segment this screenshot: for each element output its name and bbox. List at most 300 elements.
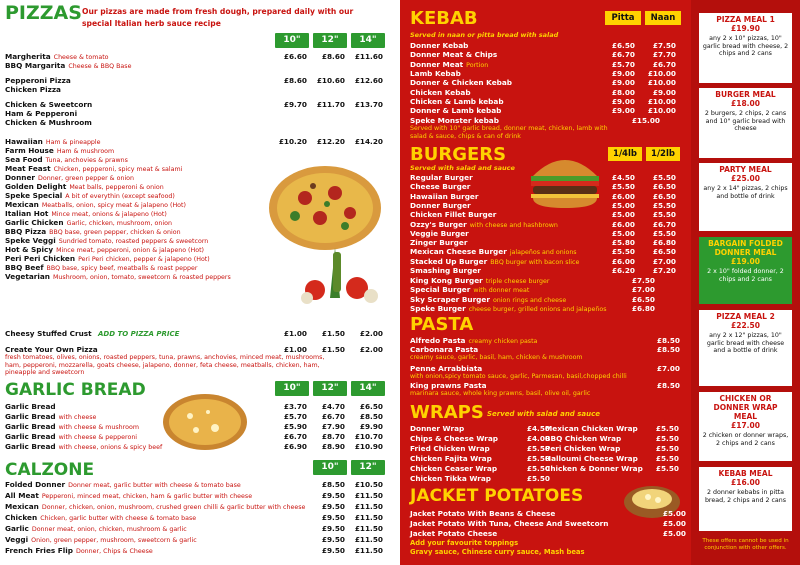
pizza-desc: A bit of everythin (except seafood) [65,193,175,200]
burger-name: Cheese Burger [410,182,471,192]
pasta-row [410,364,685,373]
pizza-price: £9.70 [283,100,307,109]
meal-deal-card [699,163,792,231]
meal-deal-title: BURGER MEAL [715,90,776,99]
garlic-bread-price: £8.90 [321,442,345,451]
pizza-price: £14.20 [354,137,383,146]
jacket-row [410,509,688,518]
garlic-bread-price: £6.90 [283,442,307,451]
garlic-bread-name: Garlic Bread [5,422,56,431]
calzone-name: Folded Donner [5,480,66,489]
pasta-name: Alfredo Pasta [410,336,466,345]
kebab-price: £9.00 [611,96,635,106]
create-own-pizza-price-12: £1.50 [321,345,345,354]
burger-price: £6.50 [652,182,676,192]
kebab-price: £6.70 [652,59,676,69]
burger-price: £6.00 [611,256,635,266]
pizza-name: Ham & Pepperoni [5,109,78,118]
burger-price: £6.00 [611,191,635,201]
burger-price: £5.50 [611,247,635,257]
calzone-price: £9.50 [321,513,345,522]
burger-row [410,238,685,247]
burger-price: £6.50 [652,247,676,257]
calzone-desc: Donner meat, garlic butter with cheese & tomato base [68,482,241,489]
wrap-row [410,444,550,453]
pizza-desc: Meat balls, pepperoni & onion [69,184,164,191]
pizza-row [5,85,395,94]
pizza-desc: BBQ base, green pepper, chicken & onion [49,229,181,236]
pizza-name: Speke Special [5,191,63,200]
burger-row [410,247,685,256]
meal-deal-card [699,237,792,304]
burger-price: £7.00 [652,256,676,266]
burger-single-price: £6.80 [631,303,655,313]
wrap-price: £4.50 [526,424,550,433]
calzone-row [5,524,395,533]
garlic-size-12: 12" [313,381,347,396]
jacket-row [410,519,688,528]
pizza-desc: Cheese & BBQ Base [68,63,132,70]
calzone-row [5,491,395,500]
burger-price: £5.00 [611,200,635,210]
wrap-row [545,424,680,433]
burger-single-row [410,285,685,294]
pizza-price: £10.20 [278,137,307,146]
calzone-price: £10.50 [354,480,383,489]
garlic-bread-price: £9.90 [359,422,383,431]
burger-single-name: King Kong Burger [410,276,483,285]
calzone-name: Veggi [5,535,29,544]
garlic-size-14: 14" [351,381,385,396]
wrap-price: £5.50 [655,434,679,443]
wrap-price: £5.50 [526,464,550,473]
pasta-heading: PASTA [410,314,474,335]
pizza-desc: Meatballs, onion, spicy meat & jalapeno (Hot) [41,202,186,209]
garlic-bread-desc: with cheese & mushroom [58,424,139,431]
garlic-bread-price: £5.90 [283,422,307,431]
wrap-row [545,434,680,443]
jacket-name: Jacket Potato With Beans & Cheese [410,509,556,518]
meal-deal-desc: any 2 x 12" pizzas, 10" garlic bread with cheese and a bottle of drink [706,332,785,355]
jacket-price: £5.00 [662,529,686,538]
wrap-price: £5.50 [526,454,550,463]
meal-deal-title: KEBAB MEAL [718,469,773,478]
create-own-pizza-name: Create Your Own Pizza [5,345,98,354]
burger-price: £6.50 [652,191,676,201]
meal-deal-card [699,467,792,531]
kebab-name: Donner Kebab [410,41,469,50]
kebab-price: £6.50 [611,41,635,50]
burger-single-row [410,295,685,304]
burger-name: Stacked Up Burger [410,256,488,266]
burger-row [410,173,685,182]
burger-price: £5.50 [652,210,676,220]
stuffed-crust-desc: ADD TO PIZZA PRICE [97,330,180,338]
garlic-bread-name: Garlic Bread [5,412,56,421]
pizza-name: Italian Hot [5,209,49,218]
meal-deal-card [699,392,792,461]
pizza-row [5,100,395,109]
stuffed-crust-price-14: £2.00 [359,329,383,338]
meal-deal-desc: 2 burgers, 2 chips, 2 cans and 10" garlic bread with cheese [704,110,787,133]
burger-name: Chicken Fillet Burger [410,210,497,220]
meal-deal-desc: 2 donner kebabs in pitta bread, 2 chips and 2 cans [704,489,787,504]
kebab-price: £8.00 [611,87,635,97]
pizza-name: Chicken & Mushroom [5,118,92,127]
calzone-price: £9.50 [321,546,345,555]
wrap-row [545,444,680,453]
pizza-desc: Mince meat, onions & jalapeno (Hot) [51,211,167,218]
calzone-desc: Chicken, garlic butter with cheese & tomato base [40,515,197,522]
meal-deal-title: BARGAIN FOLDED DONNER MEAL [708,239,783,257]
pizza-name: BBQ Beef [5,263,44,272]
wrap-name: Chicken Ceaser Wrap [410,464,498,473]
calzone-name: All Meat [5,491,39,500]
burger-col-quarter: 1/4lb [608,147,642,161]
kebab-name: Chicken Kebab [410,87,471,97]
kebab-name: Lamb Kebab [410,68,461,78]
calzone-name: French Fries Flip [5,546,73,555]
burger-name: Hawaiian Burger [410,191,479,201]
wrap-price: £5.50 [655,444,679,453]
garlic-bread-desc: with cheese & pepperoni [58,434,138,441]
pizza-desc: Donner, green pepper & onion [38,175,135,182]
pizza-price: £8.60 [321,52,345,61]
burger-single-desc: onion rings and cheese [492,296,567,304]
garlic-bread-price: £5.70 [283,412,307,421]
kebab-price: £9.00 [611,68,635,78]
calzone-desc: Pepperoni, minced meat, chicken, ham & garlic butter with cheese [41,493,253,500]
kebab-price: £10.00 [647,78,676,88]
calzone-price: £8.50 [321,480,345,489]
burger-name: Mexican Cheese Burger [410,247,507,257]
burgers-tagline: Served with salad and sauce [410,164,515,172]
calzone-price: £11.50 [354,502,383,511]
pizza-price: £11.70 [316,100,345,109]
wrap-name: Donner Wrap [410,424,465,433]
wrap-name: Mexican Chicken Wrap [545,424,638,433]
pizza-price: £13.70 [354,100,383,109]
burger-row [410,229,685,238]
calzone-price: £11.50 [354,535,383,544]
calzone-name: Chicken [5,513,38,522]
create-own-pizza-row [5,345,395,354]
garlic-bread-desc: with cheese, onions & spicy beef [58,444,163,451]
kebab-name: Chicken & Lamb kebab [410,96,504,106]
kebab-row [410,88,685,97]
calzone-name: Mexican [5,502,39,511]
jacket-price: £5.00 [662,509,686,518]
pizza-desc: Chicken, pepperoni, spicy meat & salami [53,166,183,173]
garlic-bread-price: £10.70 [354,432,383,441]
pasta-name: King prawns Pasta [410,381,487,390]
pizza-name: Golden Delight [5,182,67,191]
pizza-price: £8.60 [283,76,307,85]
create-own-pizza-toppings: fresh tomatoes, olives, onions, roasted peppers, tuna, prawns, anchovies, minced meat, mushrooms, ham, pepperoni, mozzarella, goats cheese, jalapeno, donner, feta cheese, meatballs, chicken, ham, pineapple and sweetcorn [5,354,325,376]
calzone-price: £11.50 [354,513,383,522]
pizza-desc: BBQ base, spicy beef, meatballs & roast pepper [46,265,198,272]
meal-deal-title: PIZZA MEAL 2 [716,312,775,321]
wrap-name: Fried Chicken Wrap [410,444,490,453]
meal-deal-price: £22.50 [731,321,760,330]
wrap-price: £5.50 [526,474,550,483]
garlic-bread-name: Garlic Bread [5,432,56,441]
pasta-sub-desc: marinara sauce, whole king prawns, basil, olive oil, garlic [410,390,591,397]
wrap-name: Chips & Cheese Wrap [410,434,499,443]
burger-single-row [410,276,685,285]
garlic-bread-price: £7.90 [321,422,345,431]
burger-price: £6.80 [652,238,676,248]
burger-name: Zinger Burger [410,238,468,248]
jacket-toppings-label: Add your favourite toppings [410,539,519,547]
kebab-price: £5.70 [611,59,635,69]
pizza-name: Donner [5,173,36,182]
meal-deal-price: £25.00 [731,174,760,183]
garlic-size-10: 10" [275,381,309,396]
meal-deal-desc: any 2 x 10" pizzas, 10" garlic bread with cheese, 2 chips and 2 cans [702,35,789,58]
middle-menu-panel [400,0,691,565]
pasta-sub-desc: creamy sauce, garlic, basil, ham, chicken & mushroom [410,354,583,361]
burger-price: £5.50 [652,200,676,210]
wrap-name: Halloumi Cheese Wrap [545,454,638,463]
wraps-heading: WRAPS [410,402,484,423]
garlic-bread-price: £4.70 [321,402,345,411]
pasta-name: Carbonara Pasta [410,345,479,354]
burger-name: Regular Burger [410,173,473,182]
wrap-row [410,454,550,463]
garlic-bread-price: £6.70 [283,432,307,441]
pizza-row [5,61,395,70]
meal-deal-title: PIZZA MEAL 1 [716,15,775,24]
kebab-col-naan: Naan [645,11,681,25]
meal-deal-card [699,13,792,83]
pizza-row [5,109,395,118]
burger-row [410,266,685,275]
wrap-row [410,474,550,483]
kebab-price: £10.00 [647,96,676,106]
kebab-col-pitta: Pitta [605,11,641,25]
meal-deal-title: CHICKEN OR DONNER WRAP MEAL [713,394,778,421]
calzone-row [5,480,395,489]
calzone-desc: Donner, chicken, onion, mushroom, crushed green chilli & garlic butter with cheese [41,504,306,511]
kebab-desc: Portion [466,61,489,69]
pizza-desc: Sundried tomato, roasted peppers & sweetcorn [58,238,209,245]
wrap-name: Chicken & Donner Wrap [545,464,643,473]
burger-single-price: £7.00 [631,285,655,295]
pasta-price: £7.00 [656,364,680,373]
burger-single-name: Speke Burger [410,303,466,313]
burger-single-desc: triple cheese burger [485,278,550,285]
pizza-name: Sea Food [5,155,43,164]
garlic-bread-image [160,390,250,454]
pasta-row [410,345,685,354]
garlic-bread-desc: with cheese [58,414,97,421]
pizza-desc: Peri Peri chicken, pepper & jalapeno (Hot) [78,256,210,263]
pizza-price: £11.60 [354,52,383,61]
pizza-desc: Ham & pineapple [45,139,101,146]
burger-row [410,201,685,210]
speke-monster-price: £15.00 [631,116,660,125]
meal-deal-desc: 2 x 10" folded donner, 2 chips and 2 cans [707,268,784,283]
meal-deal-desc: any 2 x 14" pizzas, 2 chips and bottle of drink [703,185,788,200]
pizza-price: £12.60 [354,76,383,85]
garlic-bread-price: £10.90 [354,442,383,451]
pizza-desc: Tuna, anchovies & prawns [45,157,128,164]
pasta-name: Penne Arrabbiata [410,364,483,373]
jacket-row [410,529,688,538]
kebab-name: Donner Meat [410,59,464,69]
speke-monster-desc: Served with 10" garlic bread, donner meat, chicken, lamb with salad & sauce, chips & can of drink [410,125,608,140]
pasta-price: £8.50 [656,336,680,345]
kebab-row [410,97,685,106]
burger-price: £5.00 [611,228,635,238]
pizza-size-10: 10" [275,33,309,48]
pizza-name: Garlic Chicken [5,218,64,227]
pizza-row [5,137,395,146]
burger-price: £6.20 [611,266,635,275]
jacket-price: £5.00 [662,519,686,528]
pizza-row [5,118,395,127]
burger-single-desc: with donner meat [473,287,530,295]
burger-single-name: Special Burger [410,285,471,295]
pizza-name: Chicken Pizza [5,85,61,94]
wraps-tagline: Served with salad and sauce [487,410,601,418]
burger-price: £4.50 [611,173,635,182]
kebab-tagline: Served in naan or pitta bread with salad [410,31,559,39]
calzone-price: £9.50 [321,502,345,511]
kebab-row [410,50,685,59]
burger-price: £5.80 [611,238,635,248]
wrap-row [410,464,550,473]
garlic-bread-name: Garlic Bread [5,402,56,411]
burger-desc: jalapeños and onions [509,249,577,257]
meal-deal-price: £19.90 [731,24,760,33]
burger-name: Ozzy's Burger [410,219,467,229]
pizza-desc: Ham & mushroom [56,148,115,155]
kebab-price: £9.00 [652,87,676,97]
wrap-name: Peri Chicken Wrap [545,444,621,453]
pizza-name: Pepperoni Pizza [5,76,71,85]
pizza-desc: Mince meat, pepperoni, onion & jalapeno (Hot) [56,247,205,254]
pizza-desc: Garlic, chicken, mushroom, onion [66,220,172,227]
pasta-price: £8.50 [656,381,680,390]
pizza-size-12: 12" [313,33,347,48]
meal-deal-desc: 2 chicken or donner wraps, 2 chips and 2 cans [702,432,789,447]
garlic-bread-price: £8.70 [321,432,345,441]
calzone-name: Garlic [5,524,29,533]
wrap-price: £5.50 [655,454,679,463]
burger-single-desc: cheese burger, grilled onions and jalapeños [468,305,607,313]
create-own-pizza-price-14: £2.00 [359,345,383,354]
pasta-row [410,381,685,390]
burger-name: Donner Burger [410,200,471,210]
garlic-bread-price: £8.50 [359,412,383,421]
calzone-row [5,535,395,544]
jacket-name: Jacket Potato With Tuna, Cheese And Sweetcorn [410,519,609,528]
wrap-price: £5.50 [655,424,679,433]
calzone-heading: CALZONE [5,460,95,480]
burger-price: £5.00 [611,210,635,220]
garlic-bread-heading: GARLIC BREAD [5,380,146,400]
burger-price: £6.70 [652,219,676,229]
calzone-price: £9.50 [321,491,345,500]
burger-row [410,257,685,266]
kebab-row [410,41,685,50]
burger-desc: with cheese and hashbrown [469,221,558,229]
pizzas-tagline: Our pizzas are made from fresh dough, prepared daily with our special Italian herb sauce recipe [82,7,354,28]
burger-price: £5.50 [652,173,676,182]
pasta-price: £8.50 [656,345,680,354]
calzone-size-12: 12" [351,460,385,475]
pizza-name: Farm House [5,146,54,155]
kebab-row [410,69,685,78]
calzone-desc: Onion, green pepper, mushroom, sweetcorn & garlic [31,537,197,544]
kebab-row [410,106,685,115]
pizza-name: Hot & Spicy [5,245,54,254]
wrap-price: £4.00 [526,434,550,443]
pizza-name: Vegetarian [5,272,50,281]
pizza-name: Margherita [5,52,51,61]
stuffed-crust-row [5,329,395,338]
speke-monster-name: Speke Monster kebab [410,116,499,125]
kebab-price: £10.00 [647,68,676,78]
pizza-row [5,52,395,61]
stuffed-crust-price-12: £1.50 [321,329,345,338]
calzone-row [5,502,395,511]
kebab-price: £7.70 [652,50,676,60]
pizza-price: £10.60 [316,76,345,85]
kebab-price: £7.50 [652,41,676,50]
burger-name: Smashing Burger [410,266,481,275]
meal-deals-panel [691,0,800,565]
calzone-desc: Donner meat, onion, chicken, mushroom & garlic [31,526,187,533]
calzone-row [5,513,395,522]
stuffed-crust-price-10: £1.00 [283,329,307,338]
burger-price: £7.20 [652,266,676,275]
wrap-price: £5.50 [526,444,550,453]
wrap-row [545,464,680,473]
burgers-heading: BURGERS [410,144,507,165]
wrap-name: BBQ Chicken Wrap [545,434,622,443]
burger-single-price: £6.50 [631,294,655,304]
meal-deal-price: £17.00 [731,421,760,430]
calzone-price: £9.50 [321,535,345,544]
pizza-name: BBQ Pizza [5,227,47,236]
pizza-price: £6.60 [283,52,307,61]
wrap-row [410,424,550,433]
pizza-name: Mexican [5,200,39,209]
wrap-name: Chicken Tikka Wrap [410,474,492,483]
speke-monster-row [410,116,685,125]
meal-deal-price: £19.00 [731,257,760,266]
meal-deal-card [699,88,792,158]
pizza-name: Chicken & Sweetcorn [5,100,93,109]
meal-deal-price: £18.00 [731,99,760,108]
kebab-heading: KEBAB [410,8,478,29]
burger-single-name: Sky Scraper Burger [410,294,490,304]
stuffed-crust-name: Cheesy Stuffed Crust [5,329,92,338]
calzone-price: £11.50 [354,491,383,500]
calzone-row [5,546,395,555]
burger-single-row [410,304,685,313]
burger-single-price: £7.50 [631,276,655,285]
garlic-bread-price: £3.70 [283,402,307,411]
offers-footer-note: These offers cannot be used in conjunction with other offers. [702,538,789,551]
calzone-price: £11.50 [354,524,383,533]
meal-deal-card [699,310,792,386]
pizza-size-14: 14" [351,33,385,48]
create-own-pizza-price-10: £1.00 [283,345,307,354]
